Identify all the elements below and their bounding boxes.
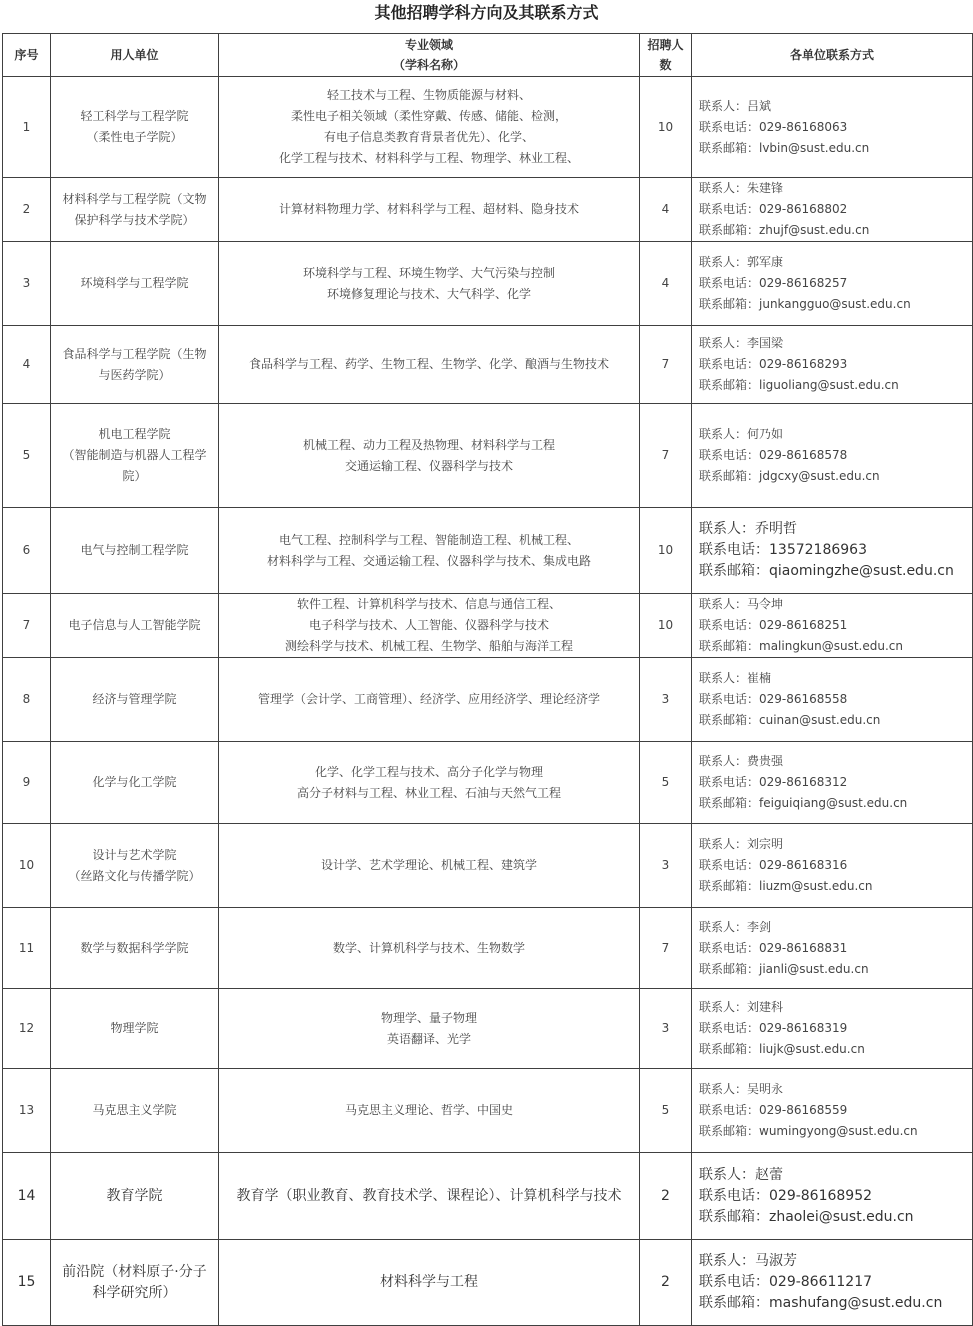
header-index: 序号 xyxy=(3,34,51,77)
field-line: 电子科学与技术、人工智能、仪器科学与技术 xyxy=(308,618,549,632)
unit-line: 材料科学与工程学院（文物 xyxy=(62,191,207,206)
contact-person: 联系人：李国梁 xyxy=(699,336,784,350)
cell-index: 6 xyxy=(3,508,51,594)
field-line: 设计学、艺术学理论、机械工程、建筑学 xyxy=(320,858,537,872)
contact-phone: 联系电话：029-86611217 xyxy=(699,1274,873,1290)
table-row xyxy=(3,404,973,508)
cell-contact xyxy=(692,1069,973,1153)
contact-person: 联系人：崔楠 xyxy=(699,671,772,685)
cell-contact xyxy=(692,508,973,594)
unit-line: 经济与管理学院 xyxy=(92,692,177,706)
contact-phone: 联系电话：029-86168831 xyxy=(699,940,848,955)
cell-unit xyxy=(51,1069,219,1153)
cell-contact xyxy=(692,908,973,989)
contact-email: 联系邮箱：zhujf@sust.edu.cn xyxy=(699,223,870,237)
field-line: 轻工技术与工程、生物质能源与材料、 xyxy=(326,88,531,102)
cell-index: 10 xyxy=(3,824,51,908)
contact-person: 联系人：马淑芳 xyxy=(699,1253,797,1269)
field-line: 高分子材料与工程、林业工程、石油与天然气工程 xyxy=(296,785,561,800)
contact-phone: 联系电话：029-86168802 xyxy=(699,202,848,216)
field-line: 环境科学与工程、环境生物学、大气污染与控制 xyxy=(302,265,555,280)
cell-index: 2 xyxy=(3,178,51,242)
header-count-line2: 数 xyxy=(659,58,672,72)
field-line: 物理学、量子物理 xyxy=(380,1010,477,1025)
field-line: 柔性电子相关领域（柔性穿戴、传感、储能、检测， xyxy=(290,109,567,123)
cell-index: 9 xyxy=(3,742,51,824)
table-body xyxy=(3,77,973,1326)
contact-person: 联系人：马令坤 xyxy=(699,597,784,611)
table-row xyxy=(3,594,973,658)
cell-count: 4 xyxy=(640,242,692,326)
cell-contact xyxy=(692,742,973,824)
cell-count: 3 xyxy=(640,658,692,742)
cell-fields xyxy=(219,742,640,824)
table-row xyxy=(3,326,973,404)
unit-line: 马克思主义学院 xyxy=(92,1103,177,1117)
cell-index: 5 xyxy=(3,404,51,508)
field-line: 化学工程与技术、材料科学与工程、物理学、林业工程、 xyxy=(278,151,579,165)
cell-fields xyxy=(219,77,640,178)
contact-email: 联系邮箱：feiguiqiang@sust.edu.cn xyxy=(699,796,908,810)
cell-contact xyxy=(692,242,973,326)
unit-line: （柔性电子学院） xyxy=(86,130,183,144)
cell-unit xyxy=(51,404,219,508)
table-row xyxy=(3,742,973,824)
table-row xyxy=(3,242,973,326)
contact-phone: 联系电话：029-86168257 xyxy=(699,276,848,290)
header-contact: 各单位联系方式 xyxy=(692,34,973,77)
unit-line: 数学与数据科学学院 xyxy=(80,940,189,955)
cell-fields xyxy=(219,508,640,594)
contact-email: 联系邮箱：qiaomingzhe@sust.edu.cn xyxy=(699,563,954,579)
contact-phone: 联系电话：029-86168063 xyxy=(699,119,848,134)
contact-email: 联系邮箱：liguoliang@sust.edu.cn xyxy=(699,378,899,392)
cell-unit xyxy=(51,594,219,658)
cell-index: 3 xyxy=(3,242,51,326)
recruitment-table xyxy=(2,33,973,1326)
unit-line: 保护科学与技术学院） xyxy=(74,212,195,227)
contact-person: 联系人：郭军康 xyxy=(699,255,784,269)
contact-phone: 联系电话：029-86168316 xyxy=(699,858,848,872)
cell-unit xyxy=(51,77,219,178)
cell-contact xyxy=(692,1240,973,1326)
table-row xyxy=(3,989,973,1069)
contact-person: 联系人：刘宗明 xyxy=(699,837,784,851)
cell-index: 8 xyxy=(3,658,51,742)
unit-line: 设计与艺术学院 xyxy=(92,847,177,862)
cell-count: 7 xyxy=(640,908,692,989)
unit-line: 化学与化工学院 xyxy=(92,775,177,789)
cell-count: 10 xyxy=(640,77,692,178)
cell-fields xyxy=(219,242,640,326)
cell-count: 10 xyxy=(640,594,692,658)
cell-contact xyxy=(692,77,973,178)
cell-contact xyxy=(692,326,973,404)
cell-fields xyxy=(219,989,640,1069)
table-row xyxy=(3,658,973,742)
contact-phone: 联系电话：13572186963 xyxy=(699,542,867,558)
field-line: 材料科学与工程、交通运输工程、仪器科学与技术、集成电路 xyxy=(266,553,591,568)
cell-count: 7 xyxy=(640,404,692,508)
cell-count: 4 xyxy=(640,178,692,242)
page-title: 其他招聘学科方向及其联系方式 xyxy=(374,3,599,22)
table-header-row xyxy=(3,34,973,77)
contact-email: 联系邮箱：wumingyong@sust.edu.cn xyxy=(699,1124,918,1138)
cell-fields xyxy=(219,1240,640,1326)
cell-unit xyxy=(51,658,219,742)
unit-line: （丝路文化与传播学院） xyxy=(68,868,201,883)
unit-line: 轻工科学与工程学院 xyxy=(80,109,189,123)
cell-unit xyxy=(51,1153,219,1240)
cell-count: 3 xyxy=(640,989,692,1069)
table-row xyxy=(3,1153,973,1240)
field-line: 教育学（职业教育、教育技术学、课程论）、计算机科学与技术 xyxy=(236,1187,622,1204)
unit-line: 科学研究所） xyxy=(92,1284,177,1301)
cell-count: 2 xyxy=(640,1153,692,1240)
contact-phone: 联系电话：029-86168578 xyxy=(699,448,848,462)
field-line: 环境修复理论与技术、大气科学、化学 xyxy=(326,286,531,301)
unit-line: 电气与控制工程学院 xyxy=(80,543,189,557)
cell-contact xyxy=(692,404,973,508)
contact-person: 联系人：费贵强 xyxy=(699,754,784,768)
table-row xyxy=(3,1069,973,1153)
contact-person: 联系人：何乃如 xyxy=(699,427,784,441)
cell-count: 5 xyxy=(640,742,692,824)
field-line: 交通运输工程、仪器科学与技术 xyxy=(344,458,513,473)
contact-email: 联系邮箱：zhaolei@sust.edu.cn xyxy=(699,1208,914,1225)
field-line: 软件工程、计算机科学与技术、信息与通信工程、 xyxy=(296,597,561,611)
contact-phone: 联系电话：029-86168559 xyxy=(699,1103,848,1117)
header-count-line1: 招聘人 xyxy=(647,38,684,52)
contact-phone: 联系电话：029-86168952 xyxy=(699,1187,873,1204)
table-row xyxy=(3,178,973,242)
cell-fields xyxy=(219,326,640,404)
header-unit: 用人单位 xyxy=(51,34,219,77)
cell-index: 14 xyxy=(3,1153,51,1240)
table-row xyxy=(3,1240,973,1326)
cell-unit xyxy=(51,508,219,594)
field-line: 电气工程、控制科学与工程、智能制造工程、机械工程、 xyxy=(278,532,579,547)
header-count xyxy=(640,34,692,77)
header-fields-line2: （学科名称） xyxy=(392,58,465,72)
cell-index: 11 xyxy=(3,908,51,989)
cell-count: 3 xyxy=(640,824,692,908)
cell-contact xyxy=(692,824,973,908)
contact-email: 联系邮箱：liujk@sust.edu.cn xyxy=(699,1042,865,1056)
contact-phone: 联系电话：029-86168293 xyxy=(699,357,848,371)
cell-unit xyxy=(51,326,219,404)
unit-line: 食品科学与工程学院（生物 xyxy=(62,346,207,361)
contact-person: 联系人：赵蕾 xyxy=(699,1166,783,1183)
unit-line: 机电工程学院 xyxy=(98,427,171,441)
contact-person: 联系人：吕斌 xyxy=(699,98,772,113)
cell-index: 15 xyxy=(3,1240,51,1326)
header-fields xyxy=(219,34,640,77)
cell-index: 13 xyxy=(3,1069,51,1153)
cell-index: 12 xyxy=(3,989,51,1069)
unit-line: 院） xyxy=(122,469,147,483)
cell-fields xyxy=(219,658,640,742)
table-row xyxy=(3,508,973,594)
field-line: 测绘科学与技术、机械工程、生物学、船舶与海洋工程 xyxy=(284,639,573,653)
cell-fields xyxy=(219,824,640,908)
cell-fields xyxy=(219,1153,640,1240)
contact-phone: 联系电话：029-86168251 xyxy=(699,618,848,632)
cell-index: 7 xyxy=(3,594,51,658)
table-row xyxy=(3,77,973,178)
cell-unit xyxy=(51,908,219,989)
cell-unit xyxy=(51,824,219,908)
unit-line: （智能制造与机器人工程学 xyxy=(62,448,207,462)
cell-index: 1 xyxy=(3,77,51,178)
contact-email: 联系邮箱：jdgcxy@sust.edu.cn xyxy=(699,469,880,483)
contact-person: 联系人：朱建锋 xyxy=(699,181,784,195)
cell-fields xyxy=(219,594,640,658)
unit-line: 教育学院 xyxy=(106,1187,163,1204)
unit-line: 物理学院 xyxy=(110,1021,159,1035)
contact-phone: 联系电话：029-86168312 xyxy=(699,775,848,789)
contact-person: 联系人：刘建科 xyxy=(699,1000,784,1014)
contact-person: 联系人：吴明永 xyxy=(699,1082,784,1096)
header-fields-line1: 专业领域 xyxy=(404,38,453,52)
table-row xyxy=(3,824,973,908)
contact-phone: 联系电话：029-86168319 xyxy=(699,1021,848,1035)
field-line: 化学、化学工程与技术、高分子化学与物理 xyxy=(314,764,543,779)
contact-person: 联系人：乔明哲 xyxy=(699,521,797,537)
unit-line: 电子信息与人工智能学院 xyxy=(68,618,201,632)
cell-count: 2 xyxy=(640,1240,692,1326)
cell-unit xyxy=(51,1240,219,1326)
field-line: 有电子信息类教育背景者优先）、化学、 xyxy=(323,130,534,144)
cell-unit xyxy=(51,242,219,326)
cell-contact xyxy=(692,989,973,1069)
cell-count: 10 xyxy=(640,508,692,594)
field-line: 材料科学与工程 xyxy=(380,1274,478,1290)
cell-fields xyxy=(219,178,640,242)
field-line: 管理学（会计学、工商管理）、经济学、应用经济学、理论经济学 xyxy=(257,692,600,706)
cell-fields xyxy=(219,1069,640,1153)
cell-contact xyxy=(692,1153,973,1240)
field-line: 数学、计算机科学与技术、生物数学 xyxy=(332,940,525,955)
field-line: 英语翻译、光学 xyxy=(386,1031,471,1046)
cell-fields xyxy=(219,404,640,508)
unit-line: 环境科学与工程学院 xyxy=(80,276,189,290)
unit-line: 与医药学院） xyxy=(98,367,171,382)
contact-email: 联系邮箱：junkangguo@sust.edu.cn xyxy=(699,297,911,311)
field-line: 计算材料物理力学、材料科学与工程、超材料、隐身技术 xyxy=(278,202,579,216)
contact-email: 联系邮箱：liuzm@sust.edu.cn xyxy=(699,879,873,893)
field-line: 马克思主义理论、哲学、中国史 xyxy=(344,1103,513,1117)
cell-contact xyxy=(692,658,973,742)
cell-fields xyxy=(219,908,640,989)
field-line: 机械工程、动力工程及热物理、材料科学与工程 xyxy=(302,437,555,452)
contact-email: 联系邮箱：lvbin@sust.edu.cn xyxy=(699,140,870,155)
cell-contact xyxy=(692,594,973,658)
field-line: 食品科学与工程、药学、生物工程、生物学、化学、酿酒与生物技术 xyxy=(248,357,609,371)
table-row xyxy=(3,908,973,989)
cell-unit xyxy=(51,742,219,824)
cell-contact xyxy=(692,178,973,242)
contact-person: 联系人：李剑 xyxy=(699,919,772,934)
contact-email: 联系邮箱：cuinan@sust.edu.cn xyxy=(699,713,881,727)
contact-phone: 联系电话：029-86168558 xyxy=(699,692,848,706)
cell-count: 7 xyxy=(640,326,692,404)
unit-line: 前沿院（材料原子·分子 xyxy=(62,1263,207,1280)
cell-unit xyxy=(51,989,219,1069)
contact-email: 联系邮箱：mashufang@sust.edu.cn xyxy=(699,1295,943,1311)
contact-email: 联系邮箱：jianli@sust.edu.cn xyxy=(699,961,869,976)
cell-count: 5 xyxy=(640,1069,692,1153)
cell-index: 4 xyxy=(3,326,51,404)
cell-unit xyxy=(51,178,219,242)
contact-email: 联系邮箱：malingkun@sust.edu.cn xyxy=(699,639,903,653)
